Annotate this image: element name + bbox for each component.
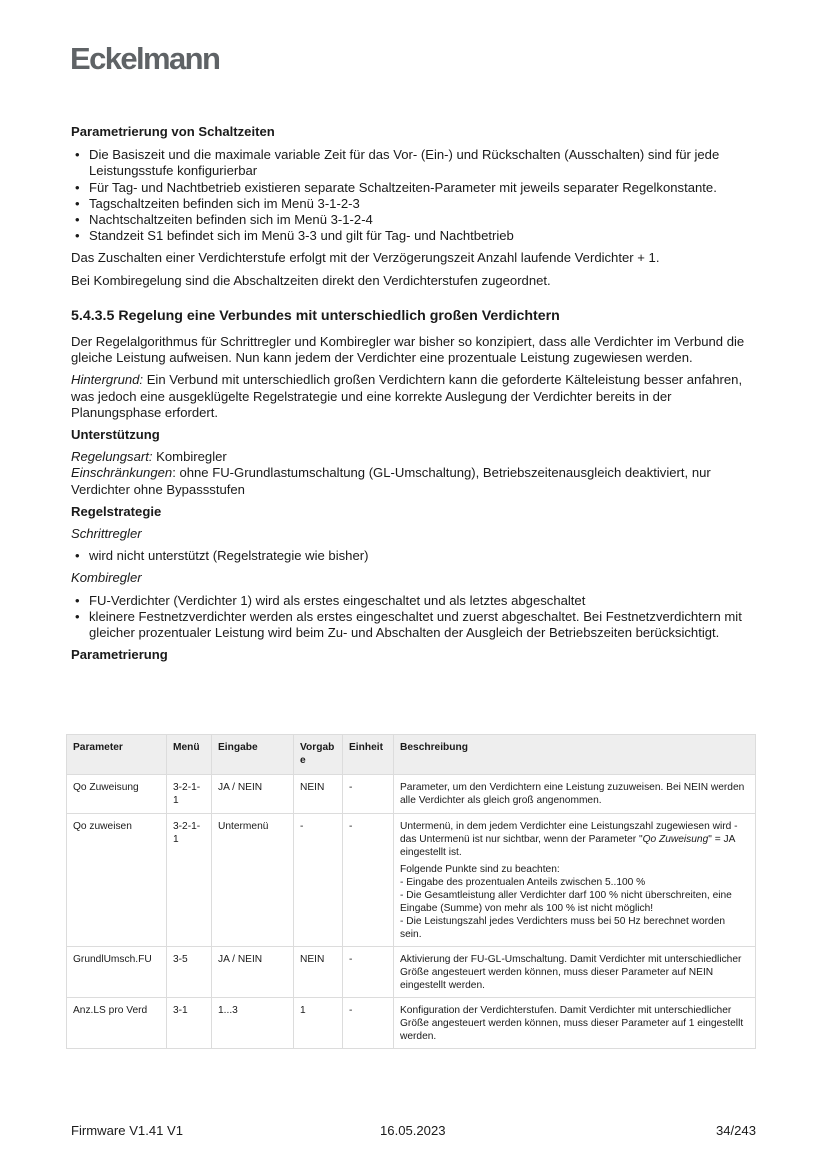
paragraph: Der Regelalgorithmus für Schrittregler und Kombiregler war bisher so konzipiert, dass alle Verdichter im Verbund die gleiche Leistung aufweisen. Nun kann jedem der Verdichter eine prozentuale Leistung zugewiesen werden.: [71, 334, 745, 366]
cell-menu: 3-2-1-1: [167, 775, 212, 814]
description-part: [400, 863, 749, 941]
kombiregler-list: [71, 593, 759, 642]
schaltzeiten-title: Parametrierung von Schaltzeiten: [71, 124, 275, 139]
cell-einheit: -: [343, 998, 394, 1049]
background-label: Hintergrund:: [71, 372, 144, 388]
list-item: • Nachtschaltzeiten befinden sich im Menü 3-1-2-4: [71, 212, 759, 228]
cell-beschreibung: Parameter, um den Verdichtern eine Leistung zuzuweisen. Bei NEIN werden alle Verdichter als gleich groß angenommen.: [394, 775, 756, 814]
regelungsart-value: Kombiregler: [152, 449, 227, 465]
regelungsart-label: Regelungsart:: [71, 449, 153, 465]
cell-einheit: -: [343, 947, 394, 998]
parameter-table: [66, 734, 756, 1049]
table-row: [67, 947, 756, 998]
description-text: Untermenü, in dem jedem Verdichter eine Leistungszahl zugewiesen wird - das Untermenü ist nur sichtbar, wenn der Parameter ": [400, 821, 738, 845]
cell-beschreibung: Aktivierung der FU-GL-Umschaltung. Damit Verdichter mit unterschiedlicher Größe angesteuert werden können, muss dieser Parameter auf NEIN eingestellt werden.: [394, 947, 756, 998]
description-italic: Qo Zuweisung: [642, 834, 709, 845]
footer-firmware: Firmware V1.41 V1: [71, 1123, 184, 1138]
paragraph: [71, 372, 759, 421]
schaltzeiten-list: [71, 147, 759, 244]
eckelmann-logo: Eckelmann: [70, 41, 220, 76]
header-parameter: Parameter: [67, 735, 167, 775]
cell-parameter: GrundlUmsch.FU: [67, 947, 167, 998]
footer-page-number: 34/243: [715, 1123, 756, 1138]
paragraph: Das Zuschalten einer Verdichterstufe erfolgt mit der Verzögerungszeit Anzahl laufende Verdichter + 1.: [71, 250, 660, 266]
cell-parameter: Qo Zuweisung: [67, 775, 167, 814]
background-text: Ein Verbund mit unterschiedlich großen Verdichtern kann die geforderte Kälteleistung besser anfahren, was jedoch eine ausgeklügelte Regelstrategie und eine korrekte Auslegung der Verdichter bereits in der Planungsphase erfordert.: [71, 372, 743, 420]
paragraph: [71, 449, 759, 498]
description-line: - Eingabe des prozentualen Anteils zwischen 5..100 %: [400, 877, 646, 888]
table-row: [67, 775, 756, 814]
paragraph: Bei Kombiregelung sind die Abschaltzeiten direkt den Verdichterstufen zugeordnet.: [71, 272, 551, 288]
cell-beschreibung: [394, 814, 756, 947]
strategy-title: Regelstrategie: [71, 503, 162, 519]
support-title: Unterstützung: [71, 427, 160, 443]
cell-menu: 3-2-1-1: [167, 814, 212, 947]
list-item: • Die Basiszeit und die maximale variable Zeit für das Vor- (Ein-) und Rückschalten (Ausschalten) sind für jede Leistungsstufe konfigurierbar: [71, 147, 759, 179]
cell-parameter: Qo zuweisen: [67, 814, 167, 947]
header-einheit: Einheit: [343, 735, 394, 775]
cell-eingabe: 1...3: [212, 998, 294, 1049]
einschraenkungen-label: Einschränkungen: [71, 465, 173, 481]
cell-eingabe: Untermenü: [212, 814, 294, 947]
list-item: • kleinere Festnetzverdichter werden als erstes eingeschaltet und zuerst abgeschaltet. Bei Festnetzverdichtern mit gleicher prozentualer Leistung wird beim Zu- und Abschalten der Ausgleich der Betriebszeiten berücksichtigt.: [71, 609, 759, 641]
list-item: • FU-Verdichter (Verdichter 1) wird als erstes eingeschaltet und als letztes abgeschaltet: [71, 593, 759, 609]
description-line: - Die Leistungszahl jedes Verdichters muss bei 50 Hz berechnet worden sein.: [400, 916, 726, 940]
cell-vorgabe: -: [294, 814, 343, 947]
cell-vorgabe: NEIN: [294, 947, 343, 998]
section-heading: 5.4.3.5 Regelung eine Verbundes mit unterschiedlich großen Verdichtern: [71, 307, 560, 324]
cell-menu: 3-5: [167, 947, 212, 998]
list-item: • Standzeit S1 befindet sich im Menü 3-3 und gilt für Tag- und Nachtbetrieb: [71, 228, 759, 244]
header-menu: Menü: [167, 735, 212, 775]
einschraenkungen-value: : ohne FU-Grundlastumschaltung (GL-Umschaltung), Betriebszeitenausgleich deaktiviert, nur Verdichter ohne Bypassstufen: [71, 465, 711, 497]
description-line: - Die Gesamtleistung aller Verdichter darf 100 % nicht überschreiten, eine Eingabe (Summe) von mehr als 100 % ist nicht möglich!: [400, 890, 732, 914]
schrittregler-list: [71, 548, 759, 564]
cell-vorgabe: 1: [294, 998, 343, 1049]
cell-eingabe: JA / NEIN: [212, 775, 294, 814]
param-title: Parametrierung: [71, 647, 168, 663]
list-item: • wird nicht unterstützt (Regelstrategie wie bisher): [71, 548, 759, 564]
kombiregler-label: Kombiregler: [71, 570, 142, 586]
cell-eingabe: JA / NEIN: [212, 947, 294, 998]
schrittregler-label: Schrittregler: [71, 526, 142, 542]
cell-beschreibung: Konfiguration der Verdichterstufen. Damit Verdichter mit unterschiedlicher Größe angesteuert werden können, muss dieser Parameter auf 1 eingestellt werden.: [394, 998, 756, 1049]
list-item: • Für Tag- und Nachtbetrieb existieren separate Schaltzeiten-Parameter mit jeweils separater Regelkonstante.: [71, 180, 759, 196]
page-content: [71, 124, 759, 663]
table-row: [67, 814, 756, 947]
header-vorgabe: Vorgab e: [294, 735, 343, 775]
cell-parameter: Anz.LS pro Verd: [67, 998, 167, 1049]
table-header-row: [67, 735, 756, 775]
cell-einheit: -: [343, 814, 394, 947]
list-item: • Tagschaltzeiten befinden sich im Menü 3-1-2-3: [71, 196, 759, 212]
table-row: [67, 998, 756, 1049]
description-text: " = JA eingestellt ist.: [400, 834, 735, 858]
description-line: Folgende Punkte sind zu beachten:: [400, 864, 560, 875]
header-eingabe: Eingabe: [212, 735, 294, 775]
footer-date: 16.05.2023: [380, 1123, 446, 1138]
header-beschreibung: Beschreibung: [394, 735, 756, 775]
cell-vorgabe: NEIN: [294, 775, 343, 814]
description-part: [400, 820, 749, 859]
cell-einheit: -: [343, 775, 394, 814]
cell-menu: 3-1: [167, 998, 212, 1049]
